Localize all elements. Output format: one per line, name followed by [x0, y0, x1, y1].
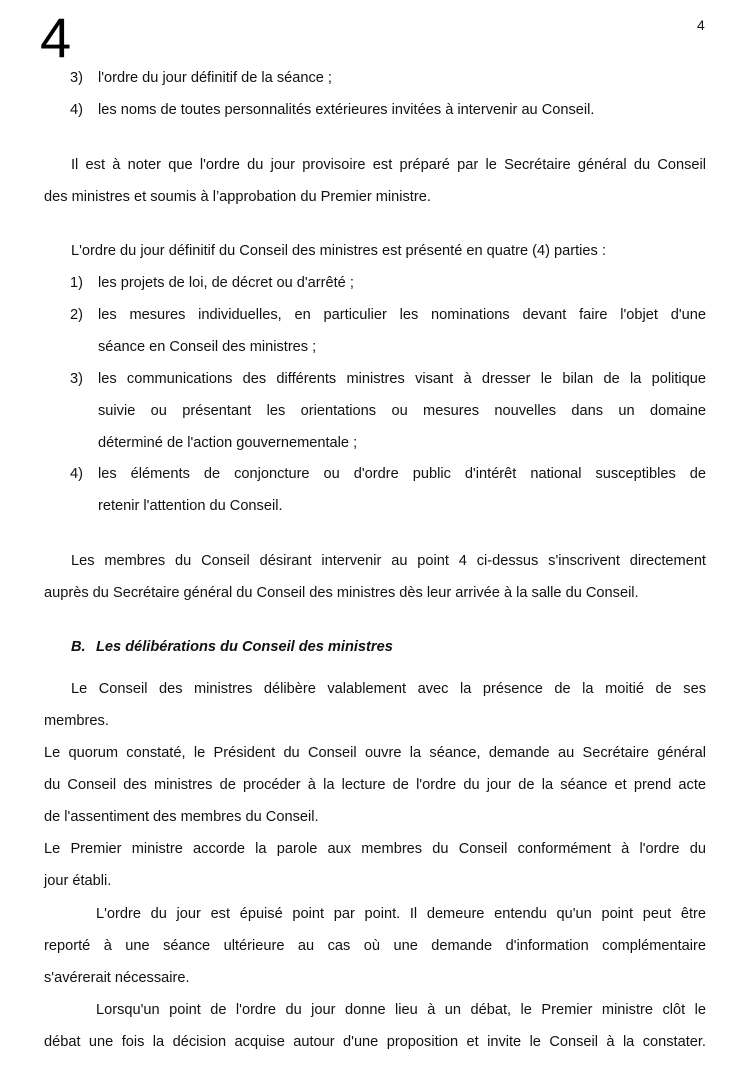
list-item-text: les noms de toutes personnalités extérieures invitées à intervenir au Conseil.	[98, 102, 595, 118]
paragraph-line: s'avérerait nécessaire.	[44, 970, 190, 986]
paragraph-line: Les membres du Conseil désirant intervenir au point 4 ci-dessus s'inscrivent directement	[71, 553, 706, 569]
list-item-number: 4)	[70, 466, 83, 482]
list-item-text: séance en Conseil des ministres ;	[98, 339, 317, 355]
paragraph-line: L'ordre du jour définitif du Conseil des ministres est présenté en quatre (4) parties :	[71, 243, 606, 259]
paragraph-line: jour établi.	[44, 873, 112, 889]
paragraph-line: auprès du Secrétaire général du Conseil des ministres dès leur arrivée à la salle du Conseil.	[44, 585, 639, 601]
list-item-number: 2)	[70, 307, 83, 323]
paragraph-line: Il est à noter que l'ordre du jour provisoire est préparé par le Secrétaire général du Conseil	[71, 157, 706, 173]
paragraph-line: du Conseil des ministres de procéder à la lecture de l'ordre du jour de la séance et prend acte	[44, 777, 706, 793]
section-heading-label: B.	[71, 639, 86, 655]
paragraph-line: de l'assentiment des membres du Conseil.	[44, 809, 319, 825]
paragraph-line: L'ordre du jour est épuisé point par point. Il demeure entendu qu'un point peut être	[96, 906, 706, 922]
page-number: 4	[697, 17, 705, 33]
list-item-text: les communications des différents ministres visant à dresser le bilan de la politique	[98, 371, 706, 387]
list-item-number: 3)	[70, 371, 83, 387]
section-heading-title: Les délibérations du Conseil des ministres	[96, 639, 393, 655]
paragraph-line: Lorsqu'un point de l'ordre du jour donne lieu à un débat, le Premier ministre clôt le	[96, 1002, 706, 1018]
paragraph-line: des ministres et soumis à l’approbation du Premier ministre.	[44, 189, 431, 205]
list-item-number: 4)	[70, 102, 83, 118]
list-item-text: les mesures individuelles, en particulier les nominations devant faire l'objet d'une	[98, 307, 706, 323]
list-item-text: les éléments de conjoncture ou d'ordre public d'intérêt national susceptibles de	[98, 466, 706, 482]
paragraph-line: débat une fois la décision acquise autour d'une proposition et invite le Conseil à la constater.	[44, 1034, 706, 1050]
paragraph-line: Le Conseil des ministres délibère valablement avec la présence de la moitié de ses	[71, 681, 706, 697]
paragraph-line: reporté à une séance ultérieure au cas où une demande d'information complémentaire	[44, 938, 706, 954]
list-item-text: l'ordre du jour définitif de la séance ;	[98, 70, 332, 86]
list-item-number: 3)	[70, 70, 83, 86]
paragraph-line: Le quorum constaté, le Président du Conseil ouvre la séance, demande au Secrétaire général	[44, 745, 706, 761]
paragraph-line: membres.	[44, 713, 109, 729]
page-number-large: 4	[40, 6, 72, 69]
paragraph-line: Le Premier ministre accorde la parole aux membres du Conseil conformément à l'ordre du	[44, 841, 706, 857]
list-item-text: les projets de loi, de décret ou d'arrêté ;	[98, 275, 354, 291]
list-item-text: suivie ou présentant les orientations ou mesures nouvelles dans un domaine	[98, 403, 706, 419]
list-item-number: 1)	[70, 275, 83, 291]
list-item-text: déterminé de l'action gouvernementale ;	[98, 435, 358, 451]
list-item-text: retenir l'attention du Conseil.	[98, 498, 283, 514]
